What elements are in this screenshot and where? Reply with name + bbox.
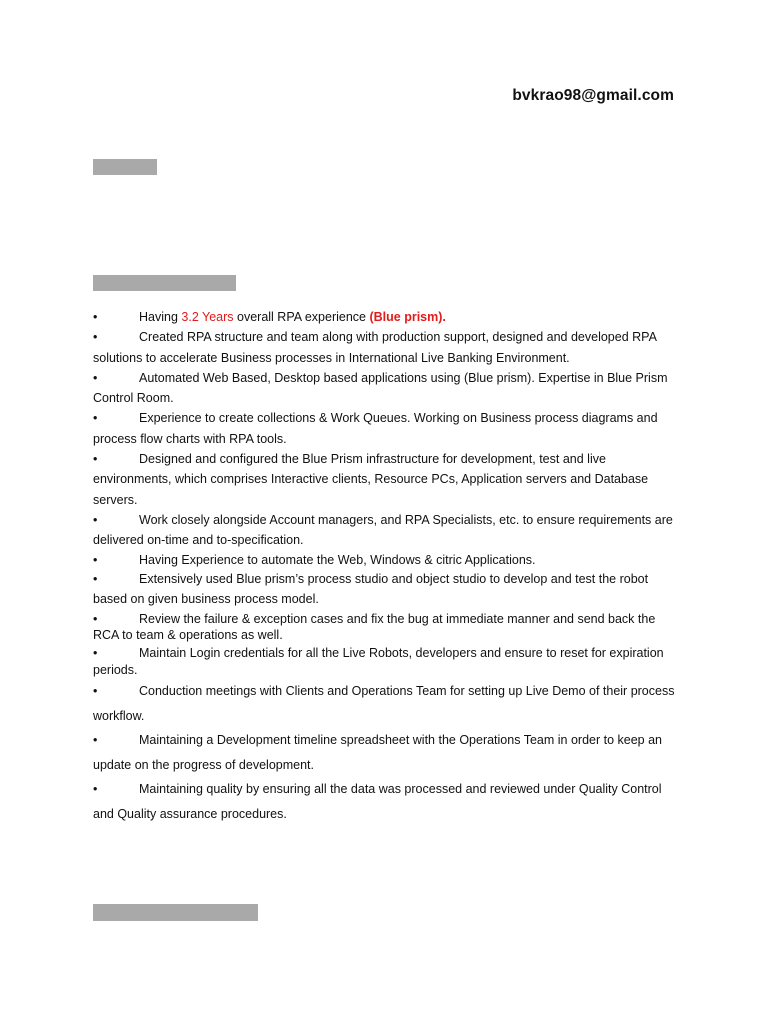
list-item: • Maintaining a Development timeline spreadsheet with the Operations Team in order to keep an update on the progress of development. xyxy=(93,728,683,777)
list-item: • Extensively used Blue prism’s process studio and object studio to develop and test the robot based on given business process model. xyxy=(93,569,683,610)
bullet-icon: • xyxy=(93,782,98,797)
bullet-icon: • xyxy=(93,370,98,385)
bullet-icon: • xyxy=(93,411,98,426)
list-item: • Experience to create collections & Work Queues. Working on Business process diagrams and process flow charts with RPA tools. xyxy=(93,408,683,449)
list-item: • Maintaining quality by ensuring all the data was processed and reviewed under Quality Control and Quality assurance procedures. xyxy=(93,777,683,826)
list-item: • Having 3.2 Years overall RPA experience (Blue prism). xyxy=(93,307,683,327)
bullet-icon: • xyxy=(93,645,98,660)
tool-highlight: (Blue prism). xyxy=(369,310,446,324)
list-item: • Having Experience to automate the Web, Windows & citric Applications. xyxy=(93,552,536,567)
list-item: • Review the failure & exception cases and fix the bug at immediate manner and send back the RCA to team & operations as well. xyxy=(93,611,656,643)
bullet-icon: • xyxy=(93,733,98,748)
redacted-section-heading xyxy=(93,275,236,291)
bullet-icon: • xyxy=(93,552,98,567)
list-item: • Work closely alongside Account managers, and RPA Specialists, etc. to ensure requirements are delivered on-time and to-specification. xyxy=(93,510,683,551)
list-item: • Maintain Login credentials for all the Live Robots, developers and ensure to reset for expiration periods. xyxy=(93,645,664,677)
bullet-icon: • xyxy=(93,572,98,587)
years-highlight: 3.2 Years xyxy=(181,310,234,324)
redacted-section-heading-2 xyxy=(93,904,258,921)
list-item: • Automated Web Based, Desktop based applications using (Blue prism). Expertise in Blue Prism Control Room. xyxy=(93,368,683,409)
redacted-name-block xyxy=(93,159,157,175)
bullet-icon: • xyxy=(93,310,98,324)
bullet-icon: • xyxy=(93,684,98,699)
bullet-icon: • xyxy=(93,512,98,527)
list-item: • Conduction meetings with Clients and Operations Team for setting up Live Demo of their process workflow. xyxy=(93,679,683,728)
bullet-icon: • xyxy=(93,611,98,626)
experience-summary-list xyxy=(93,307,683,826)
contact-email: bvkrao98@gmail.com xyxy=(512,87,674,104)
list-item: • Designed and configured the Blue Prism infrastructure for development, test and live environments, which comprises Interactive clients, Resource PCs, Application servers and Database servers. xyxy=(93,449,683,510)
bullet-icon: • xyxy=(93,452,98,467)
list-item: • Created RPA structure and team along with production support, designed and developed RPA solutions to accelerate Business processes in International Live Banking Environment. xyxy=(93,327,683,368)
bullet-icon: • xyxy=(93,330,98,345)
